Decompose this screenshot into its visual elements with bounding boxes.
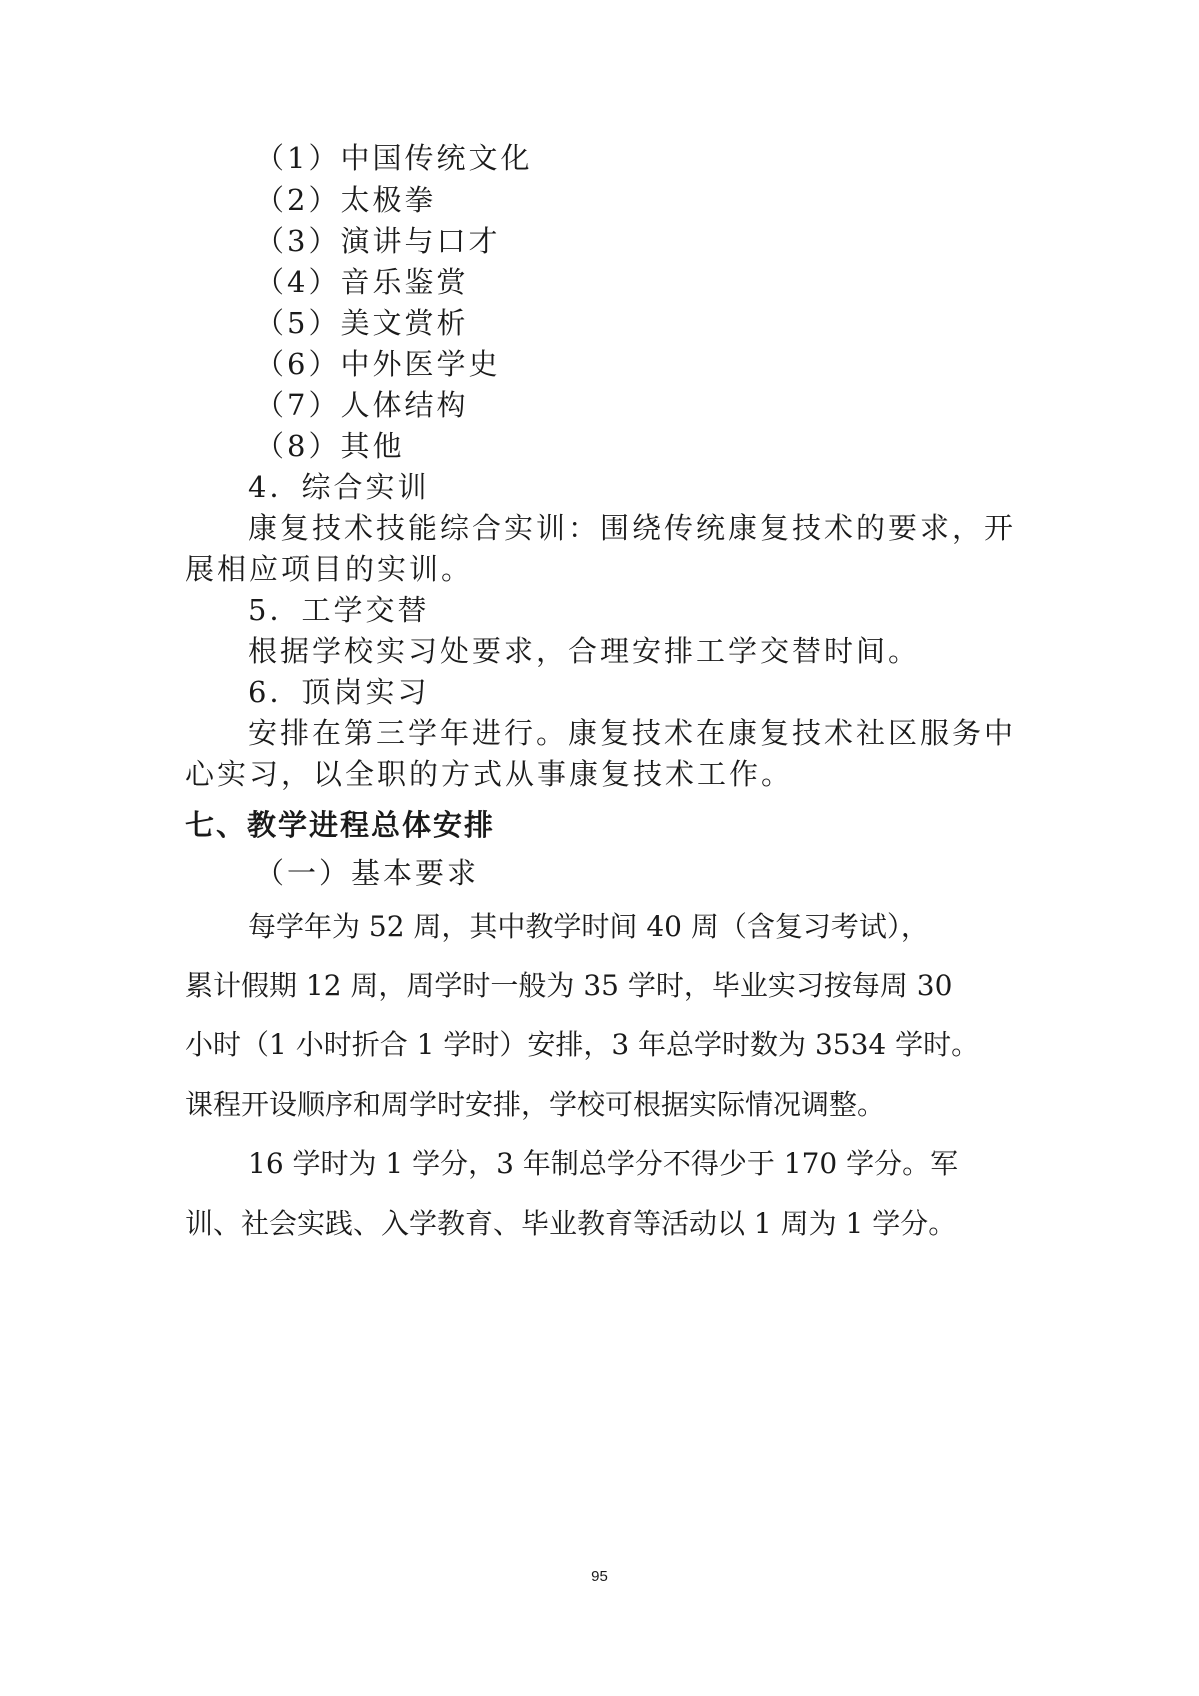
- paragraph-line: 小时（1 小时折合 1 学时）安排，3 年总学时数为 3534 学时。: [185, 1028, 980, 1061]
- list-item: （4）音乐鉴赏: [255, 265, 469, 299]
- paragraph-line: 训、社会实践、入学教育、毕业教育等活动以 1 周为 1 学分。: [185, 1207, 957, 1240]
- list-item: （2）太极拳: [255, 183, 437, 217]
- paragraph-line: 16 学时为 1 学分，3 年制总学分不得少于 170 学分。军: [248, 1147, 959, 1180]
- section-5-text: 根据学校实习处要求，合理安排工学交替时间。: [248, 634, 921, 668]
- section-5-title: 5．工学交替: [248, 593, 430, 627]
- section-4-title: 4．综合实训: [248, 470, 430, 504]
- section-6-text: 心实习，以全职的方式从事康复技术工作。: [185, 757, 794, 791]
- list-item: （8）其他: [255, 429, 405, 463]
- section-6-text: 安排在第三学年进行。康复技术在康复技术社区服务中: [248, 716, 1017, 750]
- list-item: （7）人体结构: [255, 388, 469, 422]
- paragraph-line: 累计假期 12 周，周学时一般为 35 学时，毕业实习按每周 30: [185, 969, 953, 1002]
- subheading: （一）基本要求: [255, 856, 480, 890]
- section-4-text: 康复技术技能综合实训：围绕传统康复技术的要求，开: [248, 511, 1017, 545]
- page-number: 95: [591, 1568, 608, 1585]
- list-item: （1）中国传统文化: [255, 141, 533, 175]
- section-6-title: 6．顶岗实习: [248, 675, 430, 709]
- list-item: （3）演讲与口才: [255, 224, 501, 258]
- section-4-text: 展相应项目的实训。: [185, 552, 474, 586]
- chapter-heading: 七、教学进程总体安排: [185, 808, 496, 842]
- paragraph-line: 课程开设顺序和周学时安排，学校可根据实际情况调整。: [185, 1088, 886, 1121]
- list-item: （5）美文赏析: [255, 306, 469, 340]
- list-item: （6）中外医学史: [255, 347, 501, 381]
- paragraph-line: 每学年为 52 周，其中教学时间 40 周（含复习考试），: [248, 910, 929, 943]
